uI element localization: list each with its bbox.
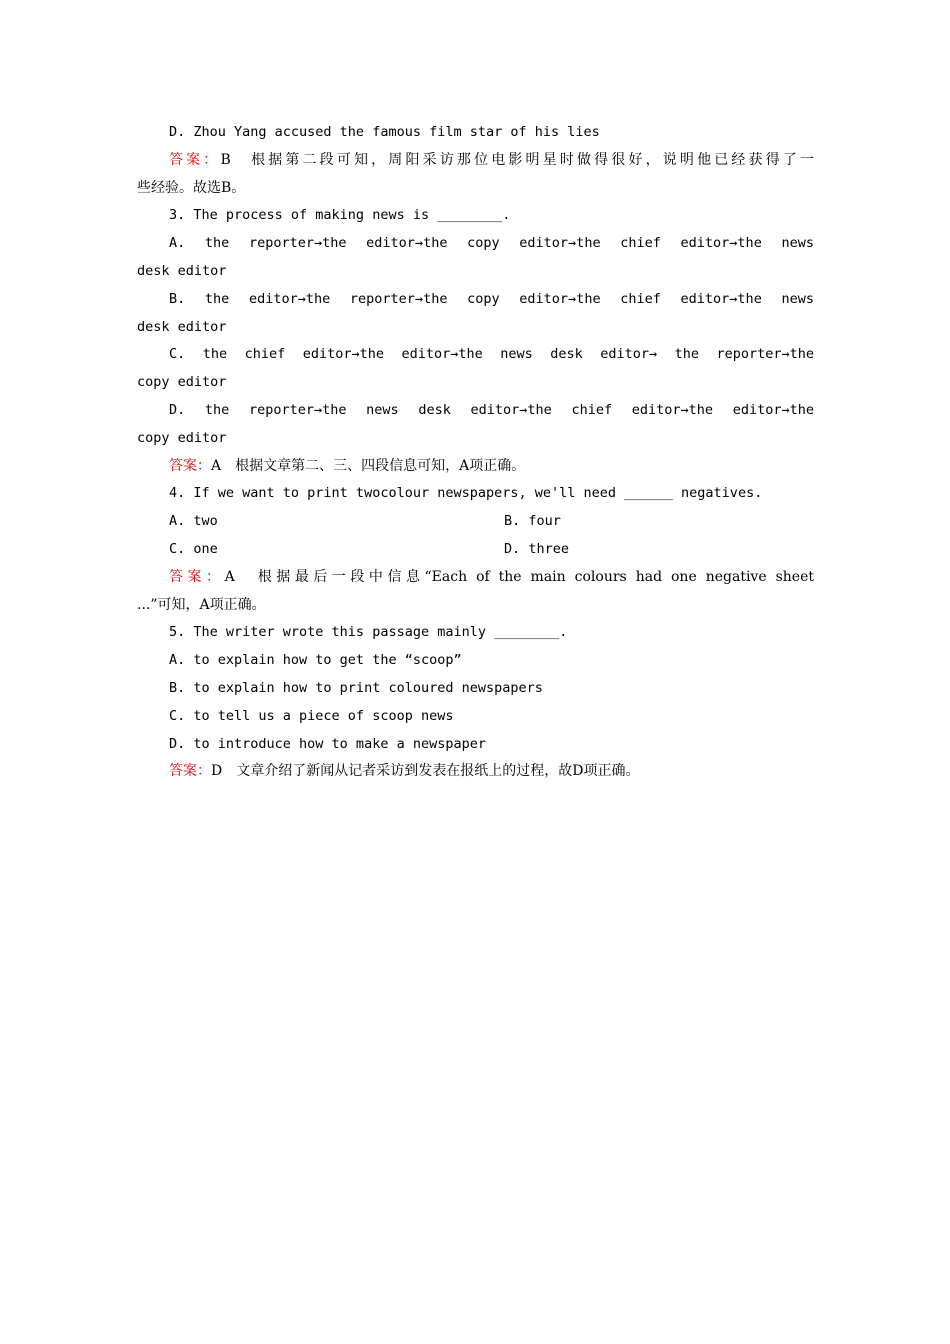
q2-answer-line-2: 些经验。故选B。	[137, 179, 246, 196]
q3-option-b-line-2: desk editor	[137, 318, 227, 335]
q4-option-a: A. two	[169, 513, 218, 530]
q3-answer	[137, 453, 814, 481]
q3-option-a-line-2: desk editor	[137, 262, 227, 279]
q5-option-b: B. to explain how to print coloured newspapers	[169, 679, 543, 696]
q2-answer-text: B 根据第二段可知，周阳采访那位电影明星时做得很好，说明他已经获得了一	[220, 151, 814, 168]
q4-answer-line-1	[137, 564, 814, 592]
q3-option-c-line-2: copy editor	[137, 374, 227, 391]
q4-answer-text: A 根据最后一段中信息“Each of the main colours had one negative sheet	[224, 568, 814, 585]
q5-option-a: A. to explain how to get the “scoop”	[169, 652, 462, 669]
q3-option-d-line-2: copy editor	[137, 429, 227, 446]
q5-stem: 5. The writer wrote this passage mainly ________.	[169, 624, 568, 641]
q3-option-c-line-1: C. the chief editor→the editor→the news desk editor→ the reporter→the	[169, 346, 814, 363]
q5-answer	[137, 758, 814, 786]
q2-answer-line-1	[137, 147, 814, 175]
q3-answer-text: A 根据文章第二、三、四段信息可知，A项正确。	[211, 457, 526, 474]
q3-option-d-line-1: D. the reporter→the news desk editor→the chief editor→the editor→the	[169, 401, 814, 418]
q4-options-row-1	[137, 508, 814, 536]
q4-stem: 4. If we want to print twocolour newspapers, we'll need ______ negatives.	[169, 485, 763, 502]
q5-answer-text: D 文章介绍了新闻从记者采访到发表在报纸上的过程，故D项正确。	[211, 763, 640, 780]
q2-answer-label: 答案：	[169, 151, 221, 168]
q3-stem: 3. The process of making news is ________.	[169, 207, 511, 224]
q3-answer-label: 答案：	[169, 457, 211, 474]
q5-answer-label: 答案：	[169, 763, 211, 780]
q4-option-d: D. three	[504, 540, 570, 557]
q3-option-b-line-1: B. the editor→the reporter→the copy editor→the chief editor→the news	[169, 290, 814, 307]
q5-option-d: D. to introduce how to make a newspaper	[169, 735, 486, 752]
document-content	[137, 119, 814, 786]
q5-option-c: C. to tell us a piece of scoop news	[169, 707, 454, 724]
q4-answer-label: 答案：	[169, 568, 225, 585]
q3-option-a-line-1: A. the reporter→the editor→the copy editor→the chief editor→the news	[169, 235, 814, 252]
q4-answer-line-2: ...”可知，A项正确。	[137, 596, 266, 613]
q4-option-b: B. four	[504, 513, 561, 530]
q2-option-d: D. Zhou Yang accused the famous film star of his lies	[169, 124, 600, 140]
q4-options-row-2	[137, 536, 814, 564]
q4-option-c: C. one	[169, 540, 218, 557]
